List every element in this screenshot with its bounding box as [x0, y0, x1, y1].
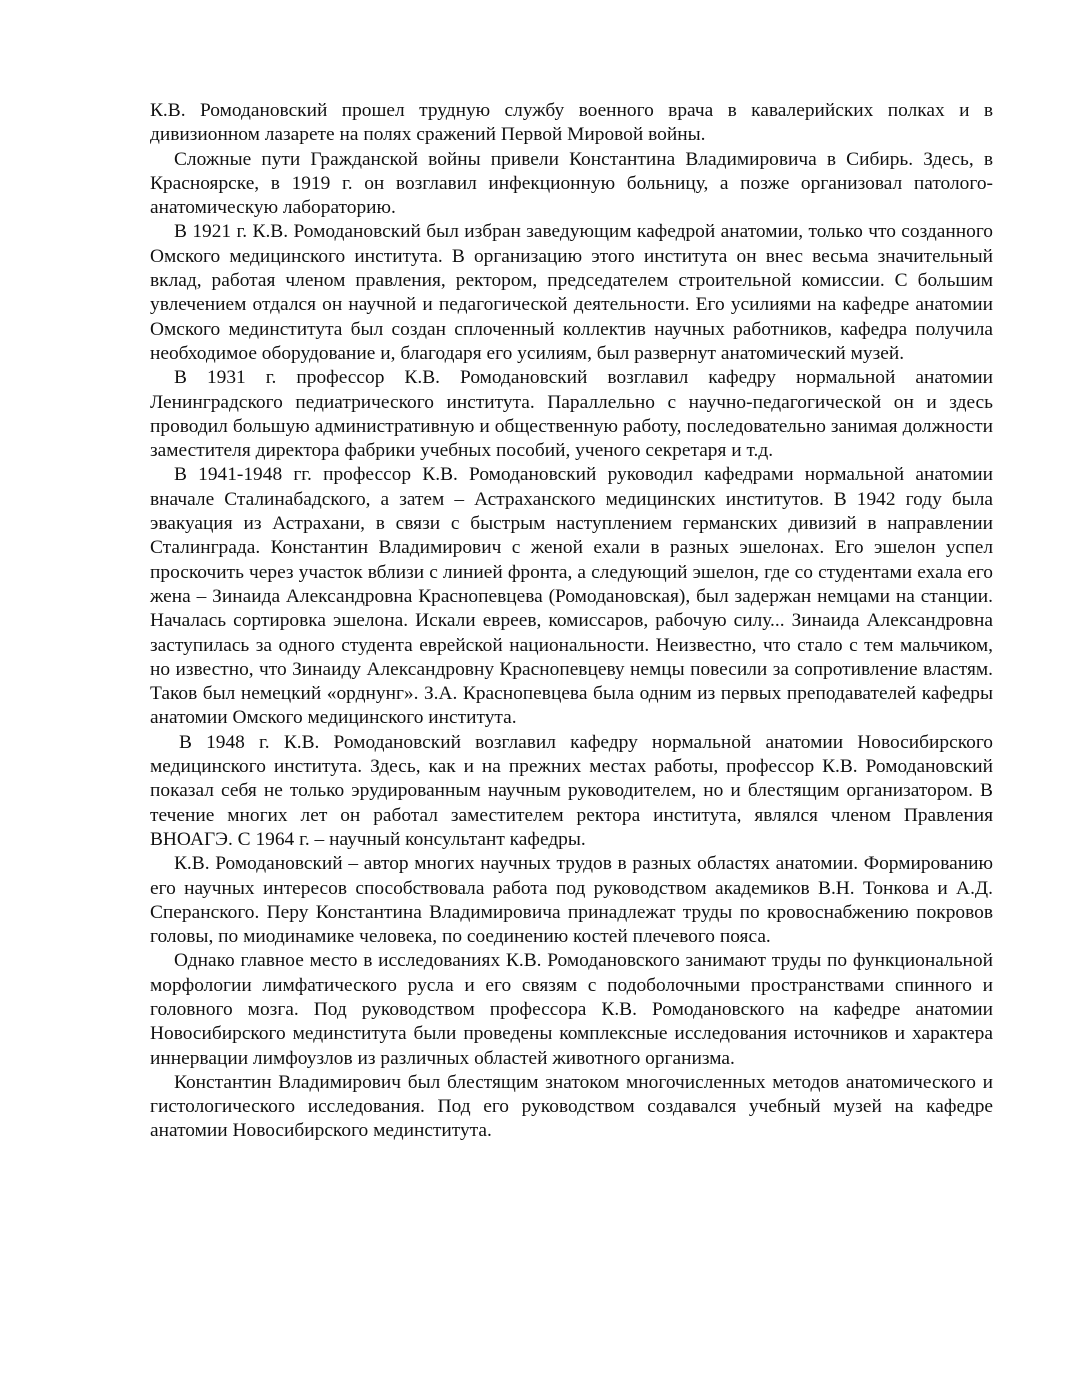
paragraph-omsk-1921: В 1921 г. К.В. Ромодановский был избран заведующим кафедрой анатомии, только что созданного Омского медицинского института. В организацию этого института он внес весьма значительный вклад, работая членом правления, ректором, председателем строительной комиссии. С большим увлечением отдался он научной и педагогической деятельности. Его усилиями на кафедре анатомии Омского мединститута был создан сплоченный коллектив научных работников, кафедра получила необходимое оборудование и, благодаря его усилиям, был развернут анатомический музей. — [150, 221, 993, 364]
paragraph-lymphatic-research: Однако главное место в исследованиях К.В. Ромодановского занимают труды по функциональной морфологии лимфатического русла и его связям с подоболочными пространствами спинного и головного мозга. Под руководством профессора К.В. Ромодановского на кафедре анатомии Новосибирского мединститута были проведены комплексные исследования источников и характера иннервации лимфоузлов из различных областей животного организма. — [150, 950, 993, 1069]
paragraph-museum: Константин Владимирович был блестящим знатоком многочисленных методов анатомического и гистологического исследования. Под его руководством создавался учебный музей на кафедре анатомии Новосибирского мединститута. — [150, 1071, 993, 1142]
paragraph-novosibirsk-1948: В 1948 г. К.В. Ромодановский возглавил кафедру нормальной анатомии Новосибирского медицинского института. Здесь, как и на прежних местах работы, профессор К.В. Ромодановский показал себя не только эрудированным научным руководителем, но и блестящим организатором. В течение многих лет он работал заместителем ректора института, являлся членом Правления ВНОАГЭ. С 1964 г. – научный консультант кафедры. — [150, 731, 993, 850]
paragraph-1941-1948: В 1941-1948 гг. профессор К.В. Ромодановский руководил кафедрами нормальной анатомии вначале Сталинабадского, а затем – Астраханского медицинских институтов. В 1942 году была эвакуация из Астрахани, в связи с быстрым наступлением германских дивизий в направлении Сталинграда. Константин Владимирович с женой ехали в разных эшелонах. Его эшелон успел проскочить через участок вблизи с линией фронта, а следующий эшелон, где со студентами ехала его жена – Зинаида Александровна Краснопевцева (Ромодановская), был задержан немцами на станции. Началась сортировка эшелона. Искали евреев, комиссаров, рабочую силу... Зинаида Александровна заступилась за одного студента еврейской национальности. Неизвестно, что стало с тем мальчиком, но известно, что Зинаиду Александровну Краснопевцеву немцы повесили за сопротивление властям. Таков был немецкий «орднунг». З.А. Краснопевцева была одним из первых преподавателей кафедры анатомии Омского медицинского института. — [150, 464, 993, 729]
paragraph-civil-war-siberia: Сложные пути Гражданской войны привели Константина Владимировича в Сибирь. Здесь, в Красноярске, в 1919 г. он возглавил инфекционную больницу, а позже организовал патолого-анатомическую лабораторию. — [150, 148, 993, 219]
paragraph-scientific-works: К.В. Ромодановский – автор многих научных трудов в разных областях анатомии. Формированию его научных интересов способствовала работа под руководством академиков В.Н. Тонкова и А.Д. Сперанского. Перу Константина Владимировича принадлежат труды по кровоснабжению покровов головы, по миодинамике человека, по соединению костей плечевого пояса. — [150, 853, 993, 948]
paragraph-military-service: К.В. Ромодановский прошел трудную службу военного врача в кавалерийских полках и в дивизионном лазарете на полях сражений Первой Мировой войны. — [150, 100, 993, 146]
document-page — [150, 99, 993, 1144]
paragraph-leningrad-1931: В 1931 г. профессор К.В. Ромодановский возглавил кафедру нормальной анатомии Ленинградского педиатрического института. Параллельно с научно-педагогической он и здесь проводил большую административную и общественную работу, последовательно занимая должности заместителя директора фабрики учебных пособий, ученого секретаря и т.д. — [150, 367, 993, 462]
